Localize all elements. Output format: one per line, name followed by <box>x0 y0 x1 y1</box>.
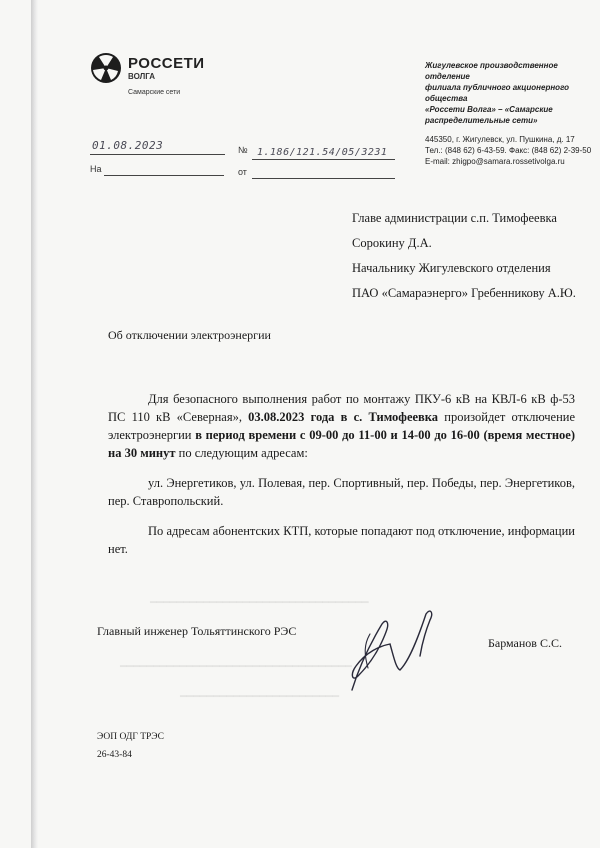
bleed-through: ━━━━━━━━━━━━━━━━━━━━━━━━ <box>180 691 339 703</box>
number-label: № <box>238 145 248 155</box>
outgoing-date: 01.08.2023 <box>92 139 164 152</box>
org-email: E-mail: zhigpo@samara.rossetivolga.ru <box>425 157 565 166</box>
executor-unit: ЭОП ОДГ ТРЭС <box>97 732 164 742</box>
outgoing-number: 1.186/121.54/05/3231 <box>257 147 388 158</box>
brand-subtitle: Самарские сети <box>128 89 181 96</box>
na-label: На <box>90 164 102 174</box>
bleed-through: ━━━━━━━━━━━━━━━━━━━━━━━━━━━━━━━━━━━ <box>120 661 352 673</box>
body-paragraph-note: По адресам абонентских КТП, которые попадают под отключение, информации нет. <box>108 524 575 556</box>
handwritten-signature <box>330 604 440 694</box>
addressee-line: Начальнику Жигулевского отделения <box>352 261 551 275</box>
body-paragraph-addresses: ул. Энергетиков, ул. Полевая, пер. Спортивный, пер. Победы, пер. Энергетиков, пер. Ставропольский. <box>108 476 575 508</box>
body-paragraph-main: Для безопасного выполнения работ по монтажу ПКУ-6 кВ на КВЛ-6 кВ ф-53 ПС 110 кВ «Северная», 03.08.2023 года в с. Тимофеевка произойдет отключение электроэнергии в период времени с 09-00 до 11-00 и 14-00 до 16-00 (время местное) на 30 минут по следующим адресам: <box>108 392 576 460</box>
rosseti-logo-icon <box>90 52 122 84</box>
executor-phone: 26-43-84 <box>97 750 132 760</box>
org-phones: Тел.: (848 62) 6-43-59. Факс: (848 62) 2-39-50 <box>425 146 592 155</box>
date-underline <box>90 154 225 155</box>
addressee-line: Сорокину Д.А. <box>352 236 432 250</box>
addressee-block <box>352 206 576 306</box>
bleed-through: ━━━━━━━━━━━━━━━━━━━━━━━━━━━━━━━━━ <box>150 597 369 609</box>
page-binding-edge <box>31 0 38 848</box>
addressee-line: Главе администрации с.п. Тимофеевка <box>352 211 557 225</box>
addressee-line: ПАО «Самараэнерго» Гребенникову А.Ю. <box>352 286 576 300</box>
signer-name: Барманов С.С. <box>488 636 562 650</box>
letter-subject: Об отключении электроэнергии <box>108 328 271 342</box>
outage-date-place: 03.08.2023 года в с. Тимофеевка <box>248 410 439 424</box>
brand-region: ВОЛГА <box>128 72 156 81</box>
organization-details <box>425 60 595 167</box>
signer-title: Главный инженер Тольяттинского РЭС <box>97 624 297 638</box>
ot-underline <box>252 178 395 179</box>
letter-body <box>108 390 575 558</box>
organization-contacts <box>425 134 595 167</box>
number-underline <box>252 159 395 160</box>
ot-label: от <box>238 167 247 177</box>
organization-name: Жигулевское производственное отделение филиала публичного акционерного общества «Россети Волга» – «Самарские распределительные сети» <box>425 61 570 125</box>
company-logo <box>90 52 230 100</box>
org-address: 445350, г. Жигулевск, ул. Пушкина, д. 17 <box>425 135 575 144</box>
outage-time: в период времени с 09-00 до 11-00 и 14-00 до 16-00 (время местное) на 30 минут <box>108 428 575 460</box>
na-underline <box>104 175 224 176</box>
brand-name: РОССЕТИ <box>128 55 205 72</box>
executor-block <box>97 728 164 764</box>
